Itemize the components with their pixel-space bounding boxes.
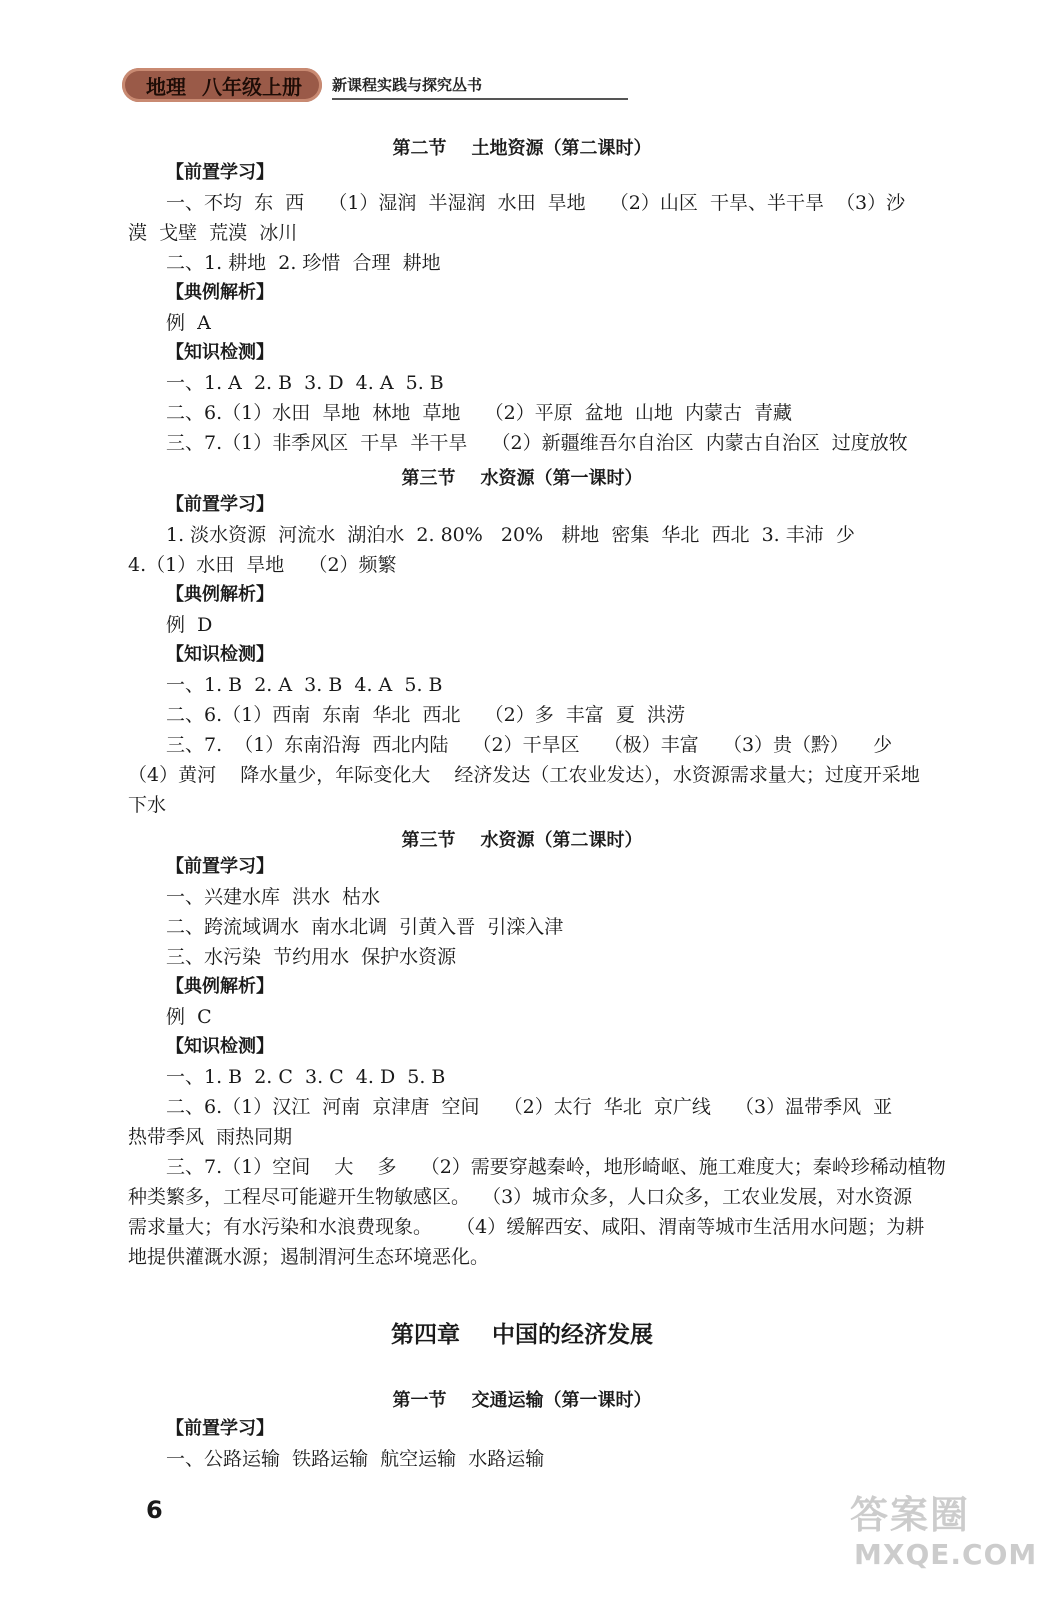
label-example-analysis: 【典例解析】 [166,282,274,303]
answer-line: 二、6.（1）汉江 河南 京津唐 空间 （2）太行 华北 京广线 （3）温带季风 亚 [166,1096,893,1118]
answer-line: 三、7.（1）非季风区 干旱 半干旱 （2）新疆维吾尔自治区 内蒙古自治区 过度放牧 [166,432,908,454]
answer-line: 三、7.（1）空间 大 多 （2）需要穿越秦岭，地形崎岖、施工难度大；秦岭珍稀动植物 [166,1156,946,1178]
section-title: 第一节 交通运输（第一课时） [392,1390,652,1411]
watermark-top: 答案圈 [850,1493,971,1537]
answer-line: 一、1. B 2. A 3. B 4. A 5. B [166,674,443,696]
header-underline [332,98,628,100]
answer-line: （4）黄河 降水量少，年际变化大 经济发达（工农业发达），水资源需求量大；过度开采地 [128,764,920,786]
answer-line: 三、7. （1）东南沿海 西北内陆 （2）干旱区 （极）丰富 （3）贵（黔） 少 [166,734,893,756]
answer-line: 一、公路运输 铁路运输 航空运输 水路运输 [166,1448,545,1470]
subject-label: 地理 [146,74,186,99]
label-preview-study: 【前置学习】 [166,494,274,515]
watermark-logo [844,1480,1038,1580]
answer-line: 地提供灌溉水源；遏制渭河生态环境恶化。 [128,1246,490,1268]
series-title: 新课程实践与探究丛书 [332,76,483,94]
answer-line: 例 C [166,1006,212,1028]
label-preview-study: 【前置学习】 [166,1418,274,1439]
answer-line: 1. 淡水资源 河流水 湖泊水 2. 80% 20% 耕地 密集 华北 西北 3. 丰沛 少 [166,524,855,546]
label-example-analysis: 【典例解析】 [166,584,274,605]
answer-line: 4.（1）水田 旱地 （2）频繁 [128,554,397,576]
answer-line: 一、不均 东 西 （1）湿润 半湿润 水田 旱地 （2）山区 干旱、半干旱 （3）沙 [166,192,906,214]
answer-line: 需求量大；有水污染和水浪费现象。 （4）缓解西安、咸阳、渭南等城市生活用水问题；为耕 [128,1216,925,1238]
label-knowledge-check: 【知识检测】 [166,644,274,665]
label-preview-study: 【前置学习】 [166,162,274,183]
label-knowledge-check: 【知识检测】 [166,1036,274,1057]
label-example-analysis: 【典例解析】 [166,976,274,997]
answer-line: 热带季风 雨热同期 [128,1126,293,1148]
answer-line: 下水 [128,794,167,816]
answer-line: 一、1. B 2. C 3. C 4. D 5. B [166,1066,446,1088]
watermark-bottom: MXQE.COM [854,1538,1038,1571]
answer-line: 三、水污染 节约用水 保护水资源 [166,946,457,968]
section-title: 第三节 水资源（第一课时） [401,468,643,489]
page-header [122,66,512,106]
answer-line: 种类繁多，工程尽可能避开生物敏感区。 （3）城市众多，人口众多，工农业发展，对水资源 [128,1186,913,1208]
subject-badge [122,68,322,102]
grade-label: 八年级上册 [202,74,302,99]
answer-line: 二、6.（1）水田 旱地 林地 草地 （2）平原 盆地 山地 内蒙古 青藏 [166,402,793,424]
page-number: 6 [146,1496,163,1524]
answer-line: 漠 戈壁 荒漠 冰川 [128,222,298,244]
answer-line: 二、跨流域调水 南水北调 引黄入晋 引滦入津 [166,916,564,938]
answer-line: 例 A [166,312,211,334]
answer-line: 二、1. 耕地 2. 珍惜 合理 耕地 [166,252,441,274]
section-title: 第二节 土地资源（第二课时） [392,138,652,159]
answer-line: 一、1. A 2. B 3. D 4. A 5. B [166,372,444,394]
answer-line: 一、兴建水库 洪水 枯水 [166,886,381,908]
chapter-title: 第四章 中国的经济发展 [390,1322,654,1348]
answer-line: 二、6.（1）西南 东南 华北 西北 （2）多 丰富 夏 洪涝 [166,704,685,726]
label-preview-study: 【前置学习】 [166,856,274,877]
section-title: 第三节 水资源（第二课时） [401,830,643,851]
label-knowledge-check: 【知识检测】 [166,342,274,363]
answer-line: 例 D [166,614,213,636]
